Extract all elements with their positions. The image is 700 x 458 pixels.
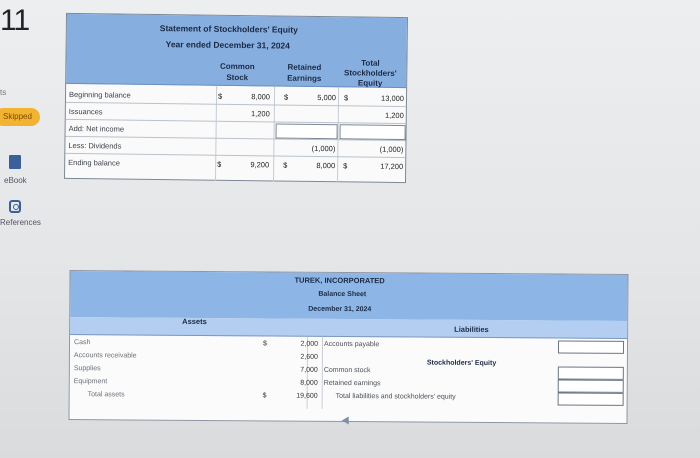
total-equity-value[interactable]: 17,200 xyxy=(380,161,404,172)
equity-statement-header xyxy=(66,14,407,88)
row-ending-balance xyxy=(65,154,405,175)
column-header-retained-earnings: Retained Earnings xyxy=(287,62,322,84)
equity-statement-subtitle: Year ended December 31, 2024 xyxy=(165,39,290,51)
equity-label: Common stock xyxy=(323,366,371,375)
balance-sheet-title: Balance Sheet xyxy=(318,290,367,299)
asset-value[interactable]: 8,000 xyxy=(300,379,318,387)
currency-sign: $ xyxy=(343,93,349,103)
currency-sign: $ xyxy=(217,159,222,169)
row-label: Beginning balance xyxy=(68,89,131,100)
points-label: ts xyxy=(0,88,7,97)
asset-label: Cash xyxy=(73,339,91,347)
equity-label: Retained earnings xyxy=(323,379,381,388)
ebook-icon[interactable] xyxy=(9,155,21,169)
currency-sign: $ xyxy=(283,160,288,170)
retained-earnings-value[interactable]: (1,000) xyxy=(311,143,336,154)
asset-value[interactable]: 19,600 xyxy=(296,392,318,400)
liability-label: Accounts payable xyxy=(323,340,380,349)
asset-label: Total assets xyxy=(87,391,125,399)
column-header-total-equity: Total Stockholders' Equity xyxy=(343,58,397,88)
row-label: Issuances xyxy=(68,106,103,117)
ebook-link[interactable]: eBook xyxy=(4,176,27,185)
currency-sign: $ xyxy=(283,92,289,102)
row-label: Add: Net income xyxy=(68,123,125,134)
stockholders-equity-header: Stockholders' Equity xyxy=(426,359,497,368)
column-header-common-stock: Common Stock xyxy=(219,61,255,83)
accounts-payable-input[interactable] xyxy=(558,340,624,353)
currency-sign: $ xyxy=(217,91,223,101)
net-income-total-input[interactable] xyxy=(340,124,406,140)
currency-sign: $ xyxy=(262,340,267,348)
asset-value[interactable]: 2,600 xyxy=(300,353,318,361)
asset-value[interactable]: 2,000 xyxy=(300,340,319,348)
balance-sheet-header xyxy=(70,271,627,321)
references-icon[interactable] xyxy=(9,200,21,213)
asset-value[interactable]: 7,000 xyxy=(300,366,318,374)
row-label: Ending balance xyxy=(68,157,120,168)
asset-label: Supplies xyxy=(73,365,101,373)
total-liabilities-equity-label: Total liabilities and stockholders' equity xyxy=(335,392,456,401)
equity-statement-title: Statement of Stockholders' Equity xyxy=(159,23,298,35)
currency-sign: $ xyxy=(343,161,348,171)
common-stock-value[interactable]: 1,200 xyxy=(250,109,270,119)
balance-sheet-date: December 31, 2024 xyxy=(308,305,372,314)
common-stock-value[interactable]: 8,000 xyxy=(251,92,271,102)
question-number: 11 xyxy=(0,4,30,37)
asset-label: Equipment xyxy=(73,378,108,386)
total-equity-value[interactable]: 13,000 xyxy=(380,93,405,104)
net-income-retained-input[interactable] xyxy=(276,123,338,139)
balance-sheet-table xyxy=(68,270,628,424)
asset-label: Accounts receivable xyxy=(73,352,137,360)
retained-earnings-value[interactable]: 8,000 xyxy=(316,160,336,171)
references-link[interactable]: References xyxy=(0,218,41,227)
row-label: Less: Dividends xyxy=(68,140,122,151)
currency-sign: $ xyxy=(262,392,267,400)
assets-header: Assets xyxy=(182,316,207,327)
common-stock-input[interactable] xyxy=(558,366,624,379)
total-equity-value[interactable]: 1,200 xyxy=(384,110,404,121)
skipped-badge[interactable]: Skipped xyxy=(0,108,40,126)
total-liabilities-equity-input[interactable] xyxy=(558,392,624,405)
liabilities-header: Liabilities xyxy=(454,324,489,334)
company-name: TUREK, INCORPORATED xyxy=(294,275,385,286)
retained-earnings-value[interactable]: 5,000 xyxy=(317,92,337,103)
total-equity-value[interactable]: (1,000) xyxy=(379,144,404,155)
equity-statement-table xyxy=(64,13,408,183)
retained-earnings-input[interactable] xyxy=(558,379,624,392)
common-stock-value[interactable]: 9,200 xyxy=(250,160,270,170)
